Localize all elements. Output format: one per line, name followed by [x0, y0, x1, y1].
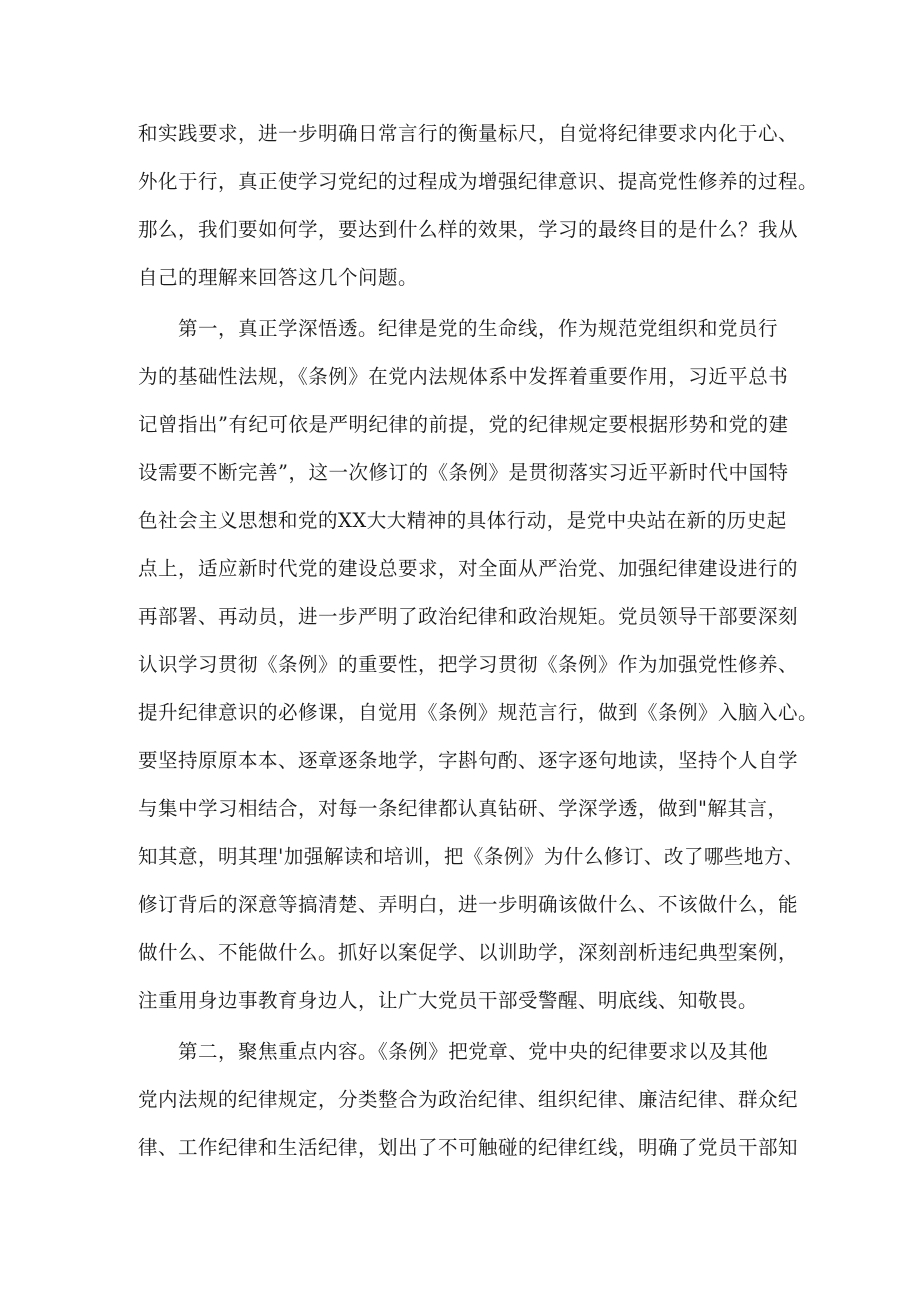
- text-line: 自己的理解来回答这几个问题。: [138, 266, 419, 289]
- text-line: 点上，适应新时代党的建设总要求，对全面从严治党、加强纪律建设进行的: [138, 557, 799, 580]
- text-line: 记曾指出”有纪可依是严明纪律的前提，党的纪律规定要根据形势和党的建: [138, 413, 789, 436]
- text-line: 再部署、再动员，进一步严明了政治纪律和政治规矩。党员领导干部要深刻: [138, 605, 799, 628]
- text-line: 修订背后的深意等搞清楚、弄明白，进一步明确该做什么、不该做什么，能: [138, 893, 799, 916]
- text-line: 外化于行，真正使学习党纪的过程成为增强纪律意识、提高党性修养的过程。: [138, 170, 819, 193]
- text-line: 提升纪律意识的必修课，自觉用《条例》规范言行，做到《条例》入脑入心。: [138, 701, 819, 724]
- text-line: 第一，真正学深悟透。纪律是党的生命线，作为规范党组织和党员行: [178, 317, 779, 340]
- text-line: 设需要不断完善”，这一次修订的《条例》是贯彻落实习近平新时代中国特: [138, 461, 789, 484]
- text-line: 做什么、不能做什么。抓好以案促学、以训助学，深刻剖析违纪典型案例，: [138, 941, 799, 964]
- text-line: 要坚持原原本本、逐章逐条地学，字斟句酌、逐字逐句地读，坚持个人自学: [138, 749, 799, 772]
- paragraph: [138, 1028, 798, 1172]
- text-line: 为的基础性法规，《条例》在党内法规体系中发挥着重要作用，习近平总书: [138, 365, 789, 388]
- text-line: 知其意，明其理'加强解读和培训，把《条例》为什么修订、改了哪些地方、: [138, 845, 804, 868]
- text-line: 律、工作纪律和生活纪律，划出了不可触碰的纪律红线，明确了党员干部知: [138, 1136, 799, 1159]
- paragraph: [138, 110, 819, 302]
- text-line: 注重用身边事教育身边人，让广大党员干部受警醒、明底线、知敬畏。: [138, 989, 759, 1012]
- text-line: 色社会主义思想和党的XX大大精神的具体行动，是党中央站在新的历史起: [138, 509, 787, 532]
- text-line: 党内法规的纪律规定，分类整合为政治纪律、组织纪律、廉洁纪律、群众纪: [138, 1088, 799, 1111]
- paragraph: [138, 305, 819, 1025]
- text-line: 与集中学习相结合，对每一条纪律都认真钻研、学深学透，做到"解其言，: [138, 797, 788, 820]
- text-line: 那么，我们要如何学，要达到什么样的效果，学习的最终目的是什么？我从: [138, 218, 799, 241]
- text-line: 认识学习贯彻《条例》的重要性，把学习贯彻《条例》作为加强党性修养、: [138, 653, 799, 676]
- text-line: 和实践要求，进一步明确日常言行的衡量标尺，自觉将纪律要求内化于心、: [138, 122, 799, 145]
- document-body: [138, 110, 819, 1172]
- text-line: 第二，聚焦重点内容。《条例》把党章、党中央的纪律要求以及其他: [178, 1040, 769, 1063]
